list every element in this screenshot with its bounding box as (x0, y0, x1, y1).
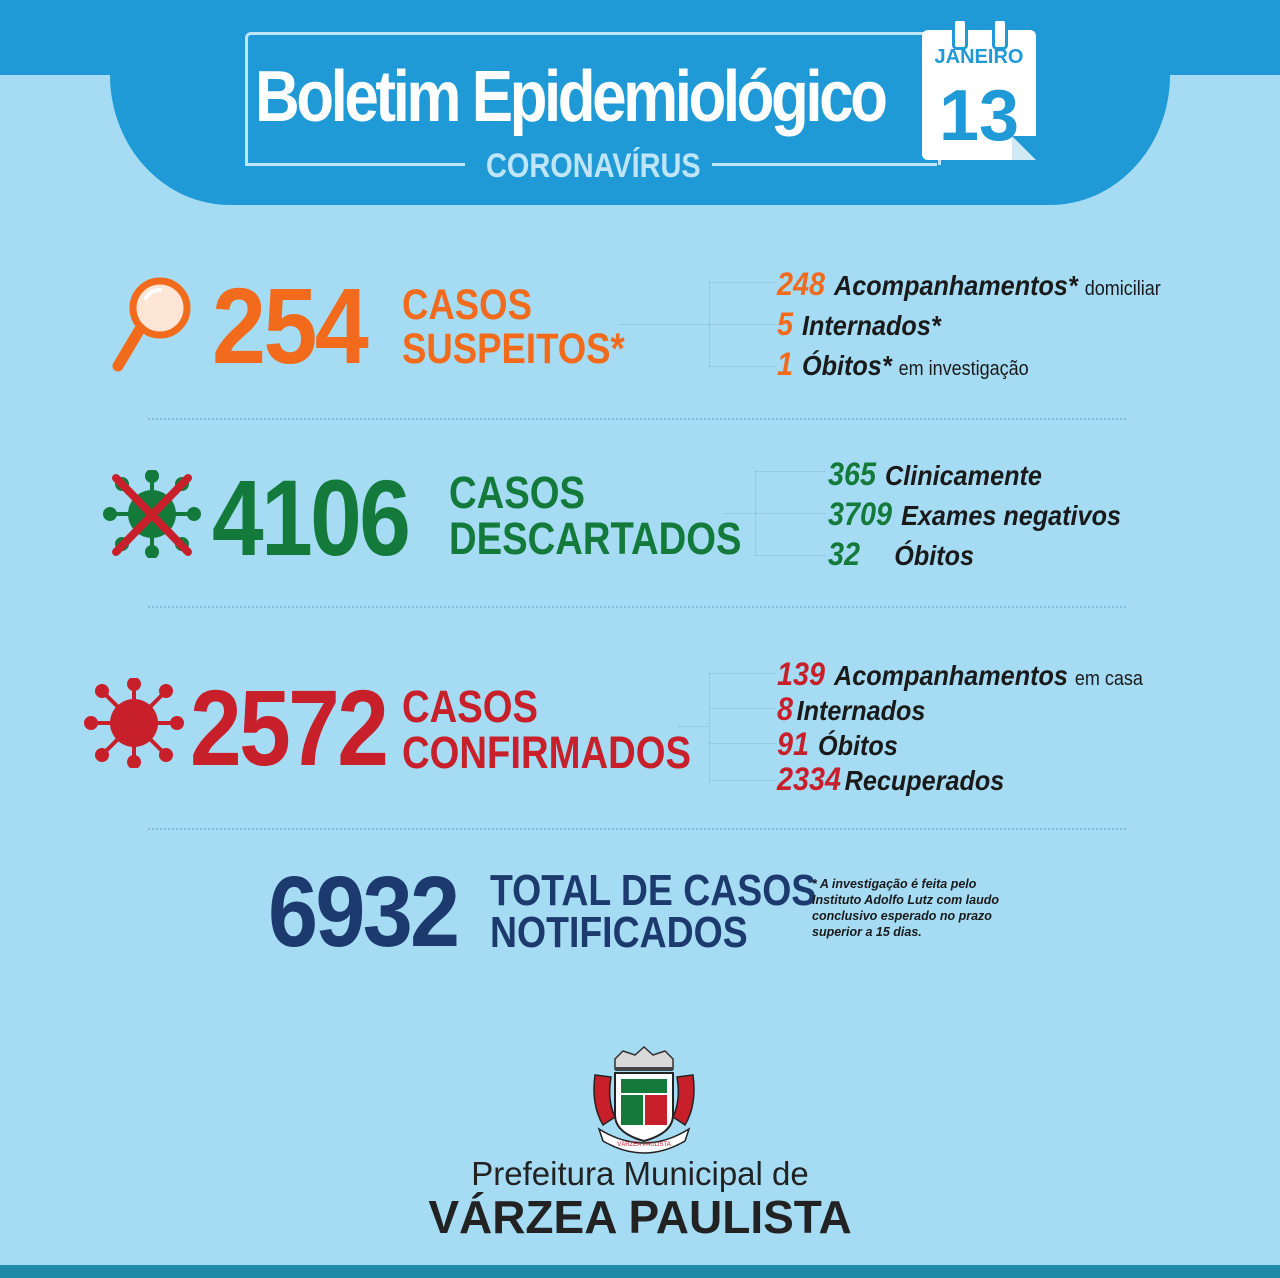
confirmed-detail-row (777, 726, 898, 763)
discarded-label (449, 467, 742, 564)
detail-value: 32 (828, 536, 861, 572)
suspected-label-line2: SUSPEITOS* (402, 324, 625, 373)
total-label-line2: NOTIFICADOS (490, 907, 748, 957)
title-frame-line-right (712, 163, 937, 166)
magnifier-icon (108, 274, 194, 374)
footer-line2: VÁRZEA PAULISTA (428, 1191, 852, 1243)
total-count: 6932 (268, 856, 458, 968)
connector (709, 366, 775, 367)
detail-value: 91 (777, 726, 810, 762)
connector (755, 555, 825, 556)
title-frame-line-left (245, 163, 465, 166)
discarded-detail-row (828, 496, 1121, 533)
confirmed-label-line1: CASOS (402, 681, 539, 732)
calendar-day: 13 (938, 76, 1020, 156)
confirmed-label (402, 681, 691, 778)
suspected-label-line1: CASOS (402, 281, 532, 329)
detail-value: 8 (777, 691, 794, 727)
suspected-label (402, 281, 625, 373)
connector (709, 282, 775, 283)
detail-label: Acompanhamentos (834, 660, 1068, 691)
detail-suffix: em casa (1074, 668, 1143, 690)
connector (709, 673, 775, 674)
section-divider (148, 606, 1126, 608)
detail-label: Óbitos (894, 540, 975, 571)
confirmed-count: 2572 (190, 667, 387, 788)
section-divider (148, 418, 1126, 420)
confirmed-label-line2: CONFIRMADOS (402, 726, 691, 778)
detail-label: Internados* (802, 310, 941, 341)
crossed-virus-icon (100, 470, 204, 558)
discarded-count: 4106 (212, 457, 409, 578)
calendar-month: JANEIRO (934, 46, 1024, 68)
connector (678, 726, 710, 727)
discarded-detail-row (828, 536, 974, 573)
suspected-detail-row (777, 346, 1029, 383)
suspected-detail-row (777, 266, 1161, 303)
detail-value: 1 (777, 346, 794, 382)
section-divider (148, 828, 1126, 830)
detail-value: 3709 (828, 496, 893, 532)
detail-label: Acompanhamentos* (834, 270, 1078, 301)
connector (709, 324, 775, 325)
detail-label: Recuperados (844, 765, 1005, 796)
footnote: * A investigação é feita pelo Instituto Adolfo Lutz com laudo conclusivo esperado no prazo superior a 15 dias. (812, 877, 1000, 939)
total-label-line1: TOTAL DE CASOS (490, 866, 817, 915)
total-label (490, 866, 817, 957)
detail-value: 248 (777, 266, 826, 302)
detail-label: Exames negativos (901, 500, 1121, 531)
detail-suffix: em investigação (898, 358, 1029, 380)
detail-value: 365 (828, 456, 877, 492)
discarded-label-line1: CASOS (449, 467, 586, 518)
detail-suffix: domiciliar (1084, 278, 1161, 300)
connector (709, 708, 775, 709)
connector (709, 673, 710, 783)
virus-icon (84, 678, 184, 768)
suspected-count: 254 (212, 265, 367, 386)
confirmed-detail-row (777, 656, 1143, 693)
detail-label: Óbitos* (802, 350, 892, 381)
connector (755, 471, 825, 472)
discarded-label-line2: DESCARTADOS (449, 512, 742, 564)
calendar-page-fold (1012, 136, 1036, 160)
page-title: Boletim Epidemiológico (255, 57, 885, 137)
connector (755, 513, 825, 514)
detail-value: 139 (777, 656, 826, 692)
calendar-icon (922, 30, 1036, 160)
coat-of-arms-text: VÁRZEA PAULISTA (617, 1142, 671, 1148)
bottom-bar (0, 1265, 1280, 1278)
confirmed-detail-row (777, 761, 1004, 798)
connector (709, 743, 775, 744)
connector (724, 513, 756, 514)
confirmed-detail-row (777, 691, 925, 728)
page-subtitle: CORONAVÍRUS (486, 147, 701, 185)
detail-label: Clinicamente (885, 460, 1042, 491)
footer-line1: Prefeitura Municipal de (471, 1155, 809, 1192)
detail-label: Internados (796, 695, 926, 726)
detail-value: 5 (777, 306, 794, 342)
suspected-detail-row (777, 306, 941, 343)
connector (709, 780, 775, 781)
detail-value: 2334 (777, 761, 842, 797)
detail-label: Óbitos (818, 730, 898, 761)
discarded-detail-row (828, 456, 1042, 493)
connector (620, 324, 710, 325)
coat-of-arms-icon (585, 1045, 703, 1155)
